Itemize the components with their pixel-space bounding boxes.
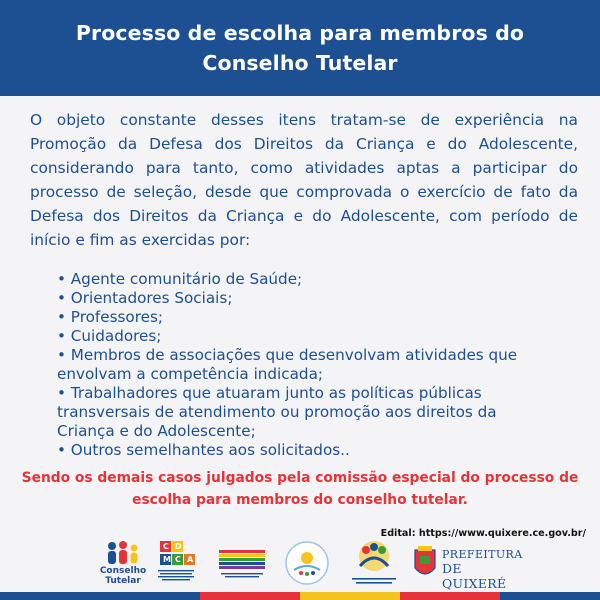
family-figures-icon: [98, 540, 148, 566]
conselho-tutelar-logo: [98, 540, 148, 592]
edital-link[interactable]: Edital: https://www.quixere.ce.gov.br/: [380, 528, 586, 539]
prefeitura-line-1: PREFEITURA: [442, 548, 523, 561]
closing-note: [20, 467, 580, 511]
secretaria-caption-lines: [348, 576, 400, 586]
list-item: • Outros semelhantes aos solicitados..: [57, 441, 557, 460]
prefeitura-line-2: DE QUIXERÉ: [442, 561, 507, 591]
cmdca-letter: D: [175, 542, 182, 551]
sun-circle-icon: [284, 540, 330, 586]
conselho-logo-line-2: Tutelar: [105, 576, 141, 586]
list-item: • Orientadores Sociais;: [57, 289, 557, 308]
circle-emblem-logo: [284, 540, 330, 586]
footer-segment: [0, 592, 200, 600]
cmdca-letter: A: [187, 555, 194, 564]
cmdca-letters: [160, 541, 195, 566]
list-item: • Agente comunitário de Saúde;: [57, 270, 557, 289]
closing-line-1: Sendo os demais casos julgados pela comissão especial do processo de: [21, 470, 579, 486]
page-title-line-1: Processo de escolha para membros do: [75, 21, 525, 45]
cmdca-letter: M: [163, 555, 171, 564]
footer-color-bar: [0, 592, 600, 600]
secretaria-logo: [215, 540, 269, 592]
coat-of-arms-icon: [412, 544, 438, 584]
list-item: • Cuidadores;: [57, 327, 557, 346]
logo-strip: [0, 540, 600, 592]
prefeitura-logo: [412, 540, 523, 591]
people-circle-icon: [348, 536, 400, 576]
cmdca-letter: C: [175, 555, 181, 564]
footer-segment: [500, 592, 600, 600]
list-item: • Membros de associações que desenvolvam atividades que envolvam a competência indicada;: [57, 346, 557, 384]
cmdca-logo: [152, 540, 200, 592]
conselho-logo-line-1: Conselho: [99, 566, 147, 576]
activity-list: [57, 270, 557, 460]
header-banner: [0, 0, 600, 96]
footer-segment: [200, 592, 300, 600]
page-title-line-2: Conselho Tutelar: [202, 51, 398, 75]
list-item: • Professores;: [57, 308, 557, 327]
closing-line-2: escolha para membros do conselho tutelar.: [132, 492, 468, 508]
footer-segment: [300, 592, 400, 600]
color-stripes-icon: [215, 540, 269, 580]
intro-paragraph: O objeto constante desses itens tratam-se de experiência na Promoção da Defesa dos Direitos da Criança e do Adolescente, considerando para tanto, como atividades aptas a participar do processo de seleção, desde que comprovada o exercício de fato da Defesa dos Direitos da Criança e do Adolescente, com período de início e fim as exercidas por:: [30, 111, 578, 249]
cmdca-letter: C: [163, 542, 169, 551]
list-item: • Trabalhadores que atuaram junto as políticas públicas transversais de atendimento ou promoção aos direitos da Criança e do Adolescente;: [57, 384, 557, 441]
secretaria-trabalho-logo: [348, 536, 400, 590]
cmdca-caption-lines: [152, 568, 200, 584]
footer-segment: [400, 592, 500, 600]
